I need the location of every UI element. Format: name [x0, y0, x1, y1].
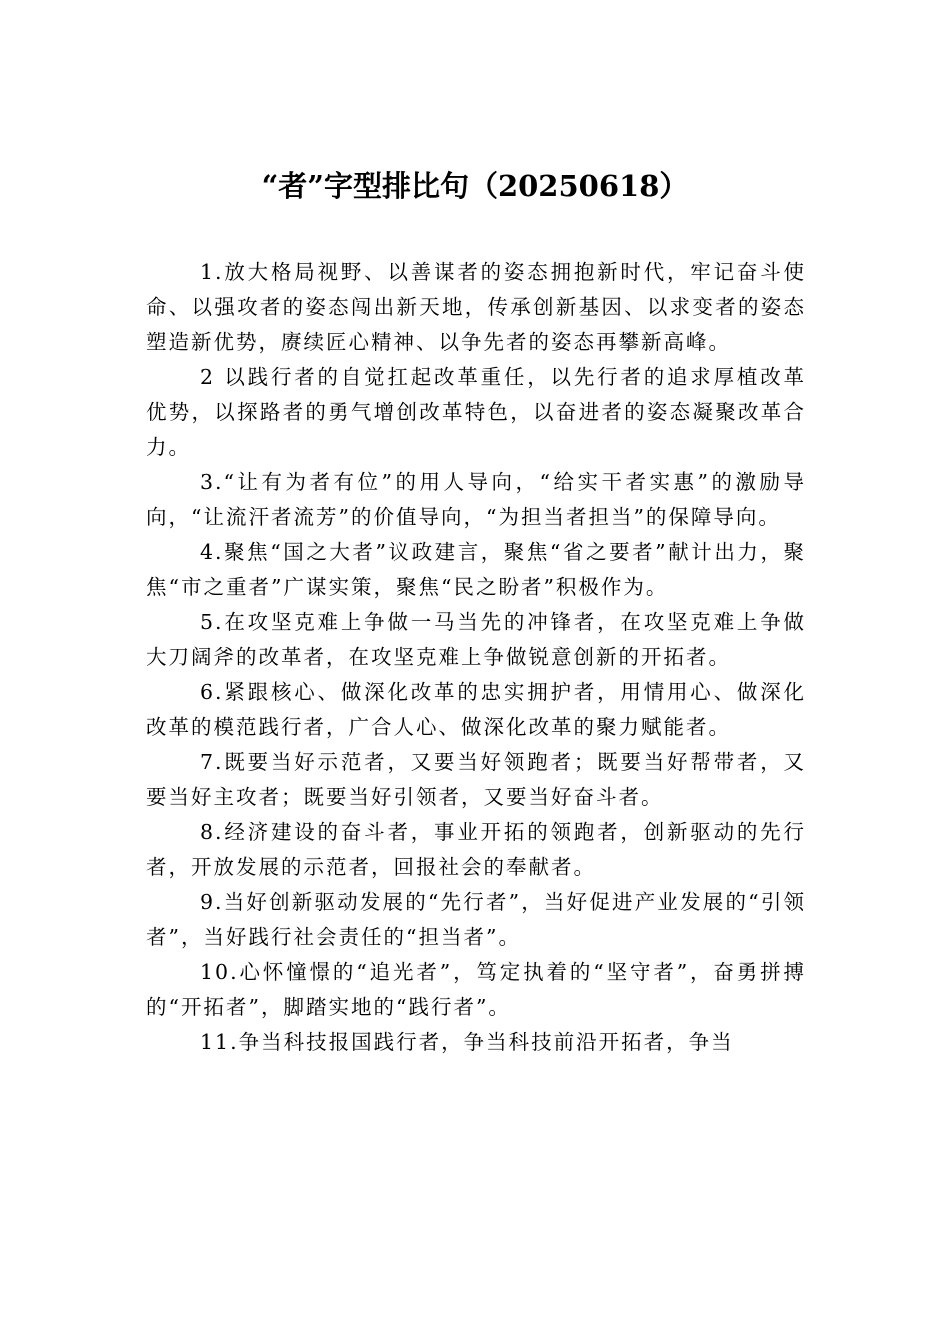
document-title: “者”字型排比句（20250618）	[261, 169, 689, 203]
paragraph-4: 4.聚焦“国之大者”议政建言，聚焦“省之要者”献计出力，聚焦“市之重者”广谋实策，聚焦“民之盼者”积极作为。	[146, 540, 806, 599]
paragraph-8: 8.经济建设的奋斗者，事业开拓的领跑者，创新驱动的先行者，开放发展的示范者，回报社会的奉献者。	[146, 820, 806, 879]
document-body	[146, 255, 806, 1060]
paragraph-5: 5.在攻坚克难上争做一马当先的冲锋者，在攻坚克难上争做大刀阔斧的改革者，在攻坚克难上争做锐意创新的开拓者。	[146, 610, 806, 669]
paragraph-10: 10.心怀憧憬的“追光者”，笃定执着的“坚守者”，奋勇拼搏的“开拓者”，脚踏实地的“践行者”。	[146, 960, 806, 1019]
paragraph-6: 6.紧跟核心、做深化改革的忠实拥护者，用情用心、做深化改革的模范践行者，广合人心、做深化改革的聚力赋能者。	[146, 680, 806, 739]
paragraph-11: 11.争当科技报国践行者，争当科技前沿开拓者，争当	[200, 1030, 734, 1054]
paragraph-7: 7.既要当好示范者，又要当好领跑者；既要当好帮带者，又要当好主攻者；既要当好引领者，又要当好奋斗者。	[146, 750, 806, 809]
paragraph-9: 9.当好创新驱动发展的“先行者”，当好促进产业发展的“引领者”，当好践行社会责任的“担当者”。	[146, 890, 806, 949]
paragraph-3: 3.“让有为者有位”的用人导向，“给实干者实惠”的激励导向，“让流汗者流芳”的价值导向，“为担当者担当”的保障导向。	[146, 470, 806, 529]
paragraph-1: 1.放大格局视野、以善谋者的姿态拥抱新时代，牢记奋斗使命、以强攻者的姿态闯出新天地，传承创新基因、以求变者的姿态塑造新优势，赓续匠心精神、以争先者的姿态再攀新高峰。	[146, 260, 806, 354]
paragraph-2: 2 以践行者的自觉扛起改革重任，以先行者的追求厚植改革优势，以探路者的勇气增创改革特色，以奋进者的姿态凝聚改革合力。	[146, 365, 806, 459]
